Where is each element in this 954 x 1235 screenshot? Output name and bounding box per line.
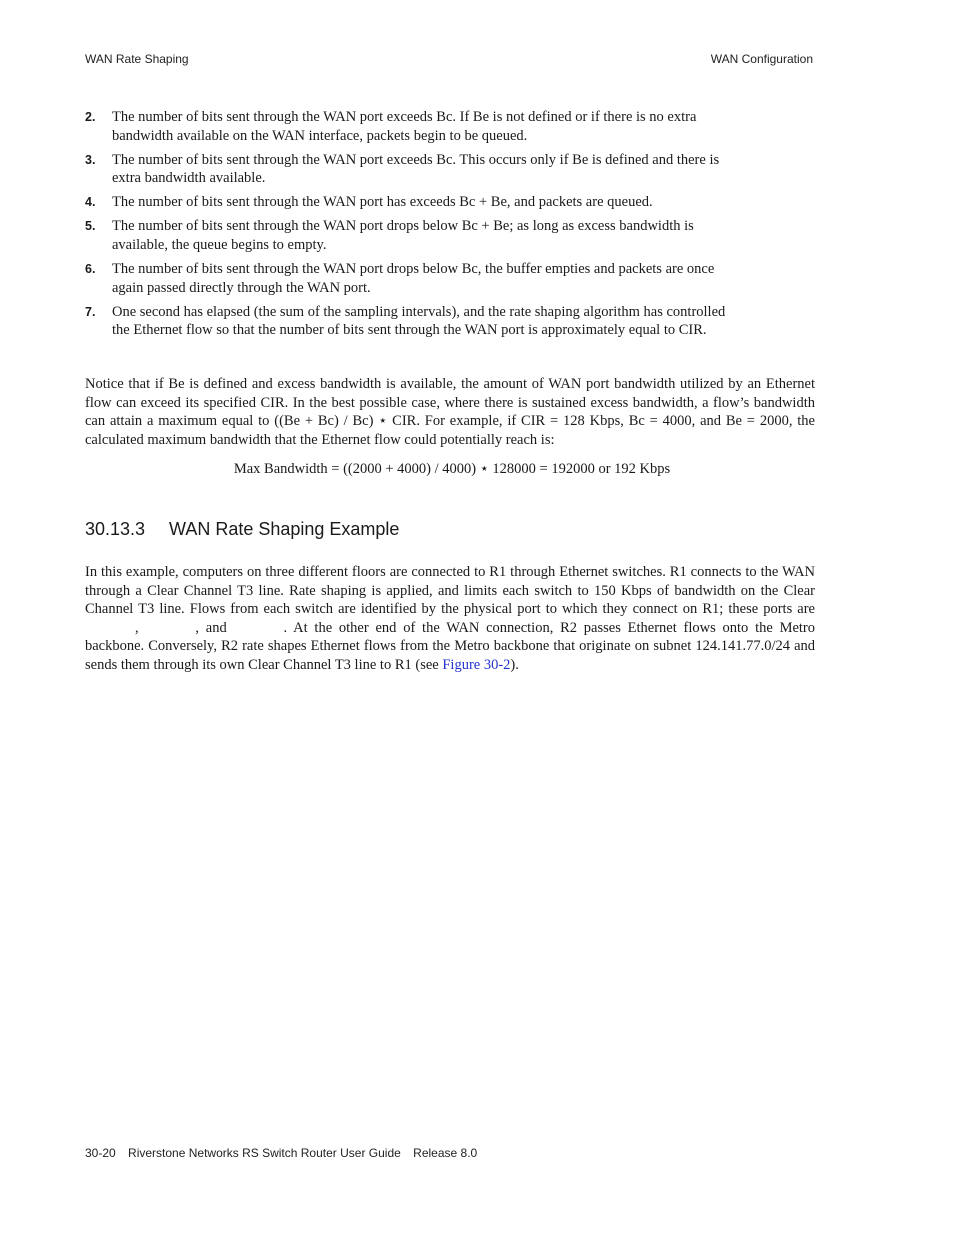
section-number: 30.13.3	[85, 519, 146, 539]
step-text: One second has elapsed (the sum of the sampling intervals), and the rate shaping algorithm has controlled the Ethernet flow so that the number of bits sent through the WAN port is approximately equal to CIR.	[112, 303, 726, 339]
step-text: The number of bits sent through the WAN port has exceeds Bc + Be, and packets are queued.	[112, 194, 653, 211]
list-item	[85, 303, 745, 340]
step-number: 5.	[85, 219, 96, 234]
example-text-part2: . At the other end of the WAN connection, R2 passes Ethernet flows onto the Metro backbone. Conversely, R2 rate shapes Ethernet flows from the Metro backbone that originate on subnet 124.141.77.0/24 and sends them through its own Clear Channel T3 line to R1 (see	[85, 619, 816, 673]
example-paragraph	[85, 563, 815, 675]
figure-reference-link[interactable]: Figure 30-2	[442, 656, 511, 673]
section-title: WAN Rate Shaping Example	[169, 519, 400, 539]
running-header-left: WAN Rate Shaping	[85, 52, 189, 66]
example-separator-1: ,	[135, 619, 139, 636]
step-number: 2.	[85, 110, 96, 124]
running-header-right: WAN Configuration	[710, 52, 813, 66]
list-item	[85, 108, 745, 145]
formula-text: Max Bandwidth = ((2000 + 4000) / 4000) ⋆ 128000 = 192000 or 192 Kbps	[233, 461, 671, 477]
step-text: The number of bits sent through the WAN port drops below Bc + Be; as long as excess bandwidth is available, the queue begins to empty.	[112, 218, 694, 254]
step-number: 7.	[85, 304, 96, 319]
footer-release: Release 8.0	[413, 1146, 478, 1160]
step-number: 3.	[85, 152, 96, 167]
max-bandwidth-formula	[0, 460, 954, 479]
page-number: 30-20	[85, 1146, 116, 1160]
example-text-part3: ).	[510, 656, 519, 673]
list-item	[85, 217, 745, 254]
list-item	[85, 193, 745, 212]
section-heading	[85, 519, 399, 540]
numbered-steps-list	[85, 108, 745, 346]
step-text: The number of bits sent through the WAN port exceeds Bc. If Be is not defined or if there is no extra bandwidth available on the WAN interface, packets begin to be queued.	[112, 109, 697, 144]
page-footer	[85, 1146, 486, 1160]
example-text-part1: In this example, computers on three different floors are connected to R1 through Ethernet switches. R1 connects to the WAN through a Clear Channel T3 line. Rate shaping is applied, and limits each switch to 150 Kbps of bandwidth on the Clear Channel T3 line. Flows from each switch are identified by the physical port to which they connect on R1; these ports are	[85, 564, 815, 618]
footer-guide-title: Riverstone Networks RS Switch Router User Guide	[128, 1146, 401, 1160]
step-number: 4.	[85, 195, 96, 210]
list-item	[85, 260, 745, 297]
step-text: The number of bits sent through the WAN port exceeds Bc. This occurs only if Be is defined and there is extra bandwidth available.	[112, 151, 720, 187]
list-item	[85, 151, 745, 188]
notice-paragraph: Notice that if Be is defined and excess bandwidth is available, the amount of WAN port bandwidth utilized by an Ethernet flow can exceed its specified CIR. In the best possible case, where there is sustained excess bandwidth, a flow’s bandwidth can attain a maximum equal to ((Be + Bc) / Bc) ⋆ CIR. For example, if CIR = 128 Kbps, Bc = 4000, and Be = 2000, the calculated maximum bandwidth that the Ethernet flow could potentially reach is:	[85, 376, 815, 448]
step-number: 6.	[85, 262, 96, 277]
example-separator-2: , and	[195, 619, 227, 636]
step-text: The number of bits sent through the WAN port drops below Bc, the buffer empties and packets are once again passed directly through the WAN port.	[112, 261, 715, 296]
